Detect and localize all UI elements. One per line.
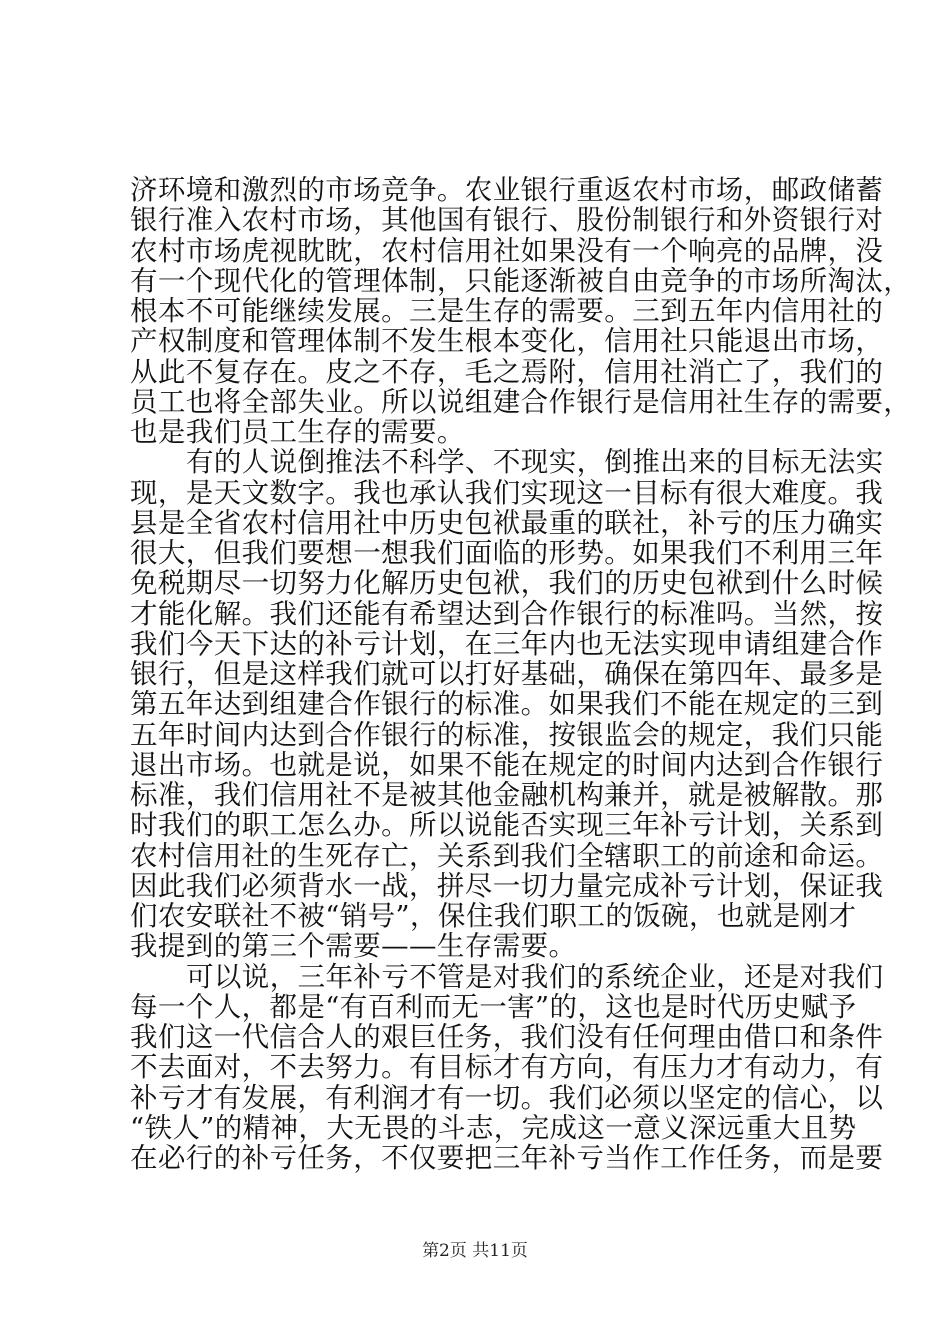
text-line: 农村市场虎视眈眈，农村信用社如果没有一个响亮的品牌，没 [130, 234, 884, 267]
text-line: 很大，但我们要想一想我们面临的形势。如果我们不利用三年 [130, 537, 884, 569]
text-line: 补亏才有发展，有利润才有一切。我们必须以坚定的信心，以 [130, 1081, 884, 1114]
text-line: 才能化解。我们还能有希望达到合作银行的标准吗。当然，按 [130, 597, 884, 630]
document-body [130, 174, 912, 1174]
text-line: 农村信用社的生死存亡，关系到我们全辖职工的前途和命运。 [130, 839, 884, 872]
text-line: “铁人”的精神，大无畏的斗志，完成这一意义深远重大且势 [130, 1111, 857, 1144]
text-line: 有一个现代化的管理体制，只能逐渐被自由竞争的市场所淘汰， [130, 264, 912, 297]
text-line: 时我们的职工怎么办。所以说能否实现三年补亏计划，关系到 [130, 809, 884, 842]
text-line: 有的人说倒推法不科学、不现实，倒推出来的目标无法实 [186, 446, 884, 479]
text-line: 在必行的补亏任务，不仅要把三年补亏当作工作任务，而是要 [130, 1142, 884, 1174]
text-line: 免税期尽一切努力化解历史包袱，我们的历史包袱到什么时候 [130, 567, 884, 600]
text-line: 五年时间内达到合作银行的标准，按银监会的规定，我们只能 [130, 718, 884, 751]
text-line: 从此不复存在。皮之不存，毛之焉附，信用社消亡了，我们的 [130, 355, 884, 388]
text-line: 每一个人，都是“有百利而无一害”的，这也是时代历史赋予 [130, 990, 857, 1023]
text-line: 产权制度和管理体制不发生根本变化，信用社只能退出市场， [130, 325, 884, 358]
text-line: 现，是天文数字。我也承认我们实现这一目标有很大难度。我 [130, 476, 884, 509]
text-line: 我们这一代信合人的艰巨任务，我们没有任何理由借口和条件 [130, 1021, 884, 1053]
text-line: 员工也将全部失业。所以说组建合作银行是信用社生存的需要， [130, 385, 912, 418]
page-number-footer: 第2页 共11页 [422, 1241, 528, 1261]
text-line: 我们今天下达的补亏计划，在三年内也无法实现申请组建合作 [130, 627, 884, 660]
text-line: 因此我们必须背水一战，拼尽一切力量完成补亏计划，保证我 [130, 869, 884, 902]
text-line: 退出市场。也就是说，如果不能在规定的时间内达到合作银行 [130, 748, 884, 781]
text-line: 也是我们员工生存的需要。 [130, 416, 465, 448]
text-line: 济环境和激烈的市场竞争。农业银行重返农村市场，邮政储蓄 [130, 174, 884, 206]
text-line: 银行准入农村市场，其他国有银行、股份制银行和外资银行对 [130, 204, 884, 237]
text-line: 根本不可能继续发展。三是生存的需要。三到五年内信用社的 [130, 295, 884, 327]
text-line: 不去面对，不去努力。有目标才有方向，有压力才有动力，有 [130, 1051, 884, 1084]
text-line: 可以说，三年补亏不管是对我们的系统企业，还是对我们 [186, 960, 884, 993]
text-line: 标准，我们信用社不是被其他金融机构兼并，就是被解散。那 [130, 779, 884, 811]
text-line: 我提到的第三个需要——生存需要。 [130, 930, 577, 963]
text-line: 银行，但是这样我们就可以打好基础，确保在第四年、最多是 [130, 658, 884, 690]
text-line: 们农安联社不被“销号”，保住我们职工的饭碗，也就是刚才 [130, 900, 857, 932]
text-line: 县是全省农村信用社中历史包袱最重的联社，补亏的压力确实 [130, 506, 884, 539]
text-line: 第五年达到组建合作银行的标准。如果我们不能在规定的三到 [130, 688, 884, 721]
